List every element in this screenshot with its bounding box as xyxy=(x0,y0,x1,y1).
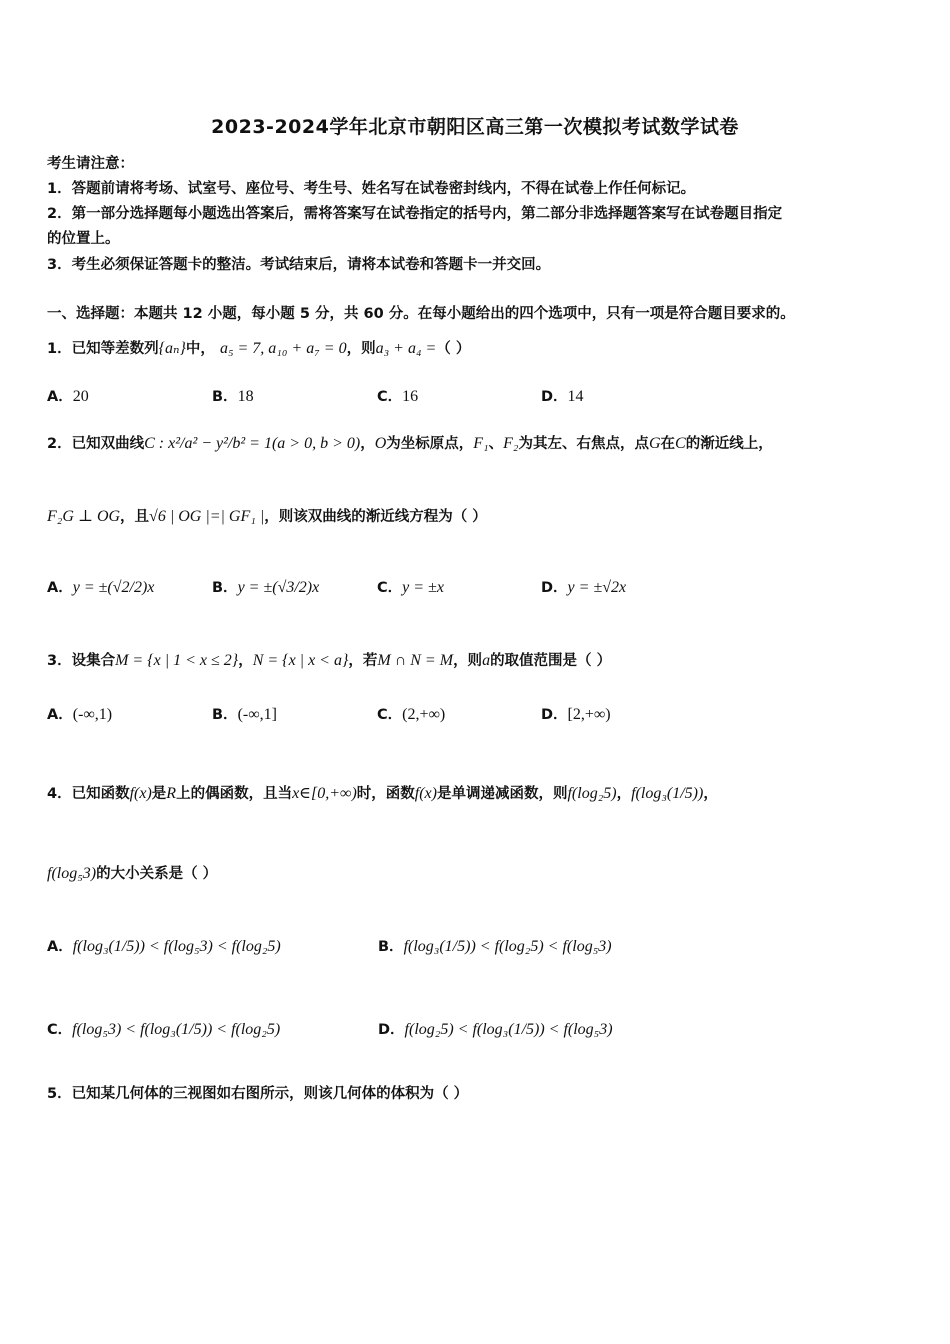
q3-option-c-label: C． xyxy=(377,707,403,723)
q3-variable: a xyxy=(482,652,491,669)
q3-option-d[interactable] xyxy=(541,703,611,724)
question-5: 5．已知某几何体的三视图如右图所示，则该几何体的体积为（ ） xyxy=(47,1086,469,1102)
q2-option-a-value: y = ±(√2/2)x xyxy=(72,579,155,596)
q4-text-f: 的大小关系是（ ） xyxy=(96,866,218,882)
q4-option-a[interactable] xyxy=(47,935,281,956)
q1-option-b-value: 18 xyxy=(237,388,254,405)
q2-option-d-label: D． xyxy=(541,580,568,596)
notice-item-3: 3．考生必须保证答题卡的整洁。考试结束后，请将本试卷和答题卡一并交回。 xyxy=(47,257,551,273)
q2-perp: F₂G ⊥ OG xyxy=(47,508,121,525)
q2-option-d-value: y = ±√2x xyxy=(567,579,627,596)
q4-domain: x∈[0,+∞) xyxy=(292,785,357,802)
q3-text-c: ，若 xyxy=(348,653,378,669)
question-1 xyxy=(47,337,470,358)
q1-text-d: （ ） xyxy=(436,341,471,357)
q1-option-a-value: 20 xyxy=(72,388,89,405)
exam-title: 2023-2024学年北京市朝阳区高三第一次模拟考试数学试卷 xyxy=(211,116,739,138)
q2-option-c-value: y = ±x xyxy=(402,579,444,596)
q2-point-g: G xyxy=(648,435,661,452)
q4-option-d[interactable] xyxy=(378,1018,613,1039)
q4-option-c[interactable] xyxy=(47,1018,280,1039)
q4-value-3: f(log₅3) xyxy=(47,865,97,882)
notice-heading: 考生请注意： xyxy=(47,156,134,172)
notice-item-1: 1．答题前请将考场、试室号、座位号、考生号、姓名写在试卷密封线内，不得在试卷上作任何标记。 xyxy=(47,181,696,197)
q4-sep-1: ， xyxy=(616,786,632,802)
q3-option-b-value: (-∞,1] xyxy=(237,706,277,723)
q2-option-c-label: C． xyxy=(377,580,403,596)
q3-set-n: N = {x | x < a} xyxy=(252,652,349,669)
q3-option-d-value: [2,+∞) xyxy=(567,706,611,723)
q4-text-c: 上的偶函数，且当 xyxy=(176,786,293,802)
q2-option-a-label: A． xyxy=(47,580,73,596)
q1-condition: a₅ = 7, a₁₀ + a₇ = 0 xyxy=(219,340,347,357)
q3-text-e: 的取值范围是（ ） xyxy=(490,653,612,669)
q3-option-d-label: D． xyxy=(541,707,568,723)
q4-option-d-label: D． xyxy=(378,1022,405,1038)
question-2 xyxy=(47,432,773,453)
q1-option-a[interactable] xyxy=(47,385,89,406)
q2-f1: F₁ xyxy=(473,435,489,452)
q2-f2: F₂ xyxy=(503,435,519,452)
q1-option-d-value: 14 xyxy=(567,388,584,405)
notice-item-2-cont: 的位置上。 xyxy=(47,231,120,247)
q2-option-b[interactable] xyxy=(212,576,319,597)
q4-option-b-value: f(log₃(1/5)) < f(log₂5) < f(log₅3) xyxy=(403,938,612,955)
q2-curve-c: C xyxy=(675,435,686,452)
q1-option-d-label: D． xyxy=(541,389,568,405)
q2-text-e: 在 xyxy=(660,436,676,452)
q4-option-b[interactable] xyxy=(378,935,612,956)
q3-option-a[interactable] xyxy=(47,703,112,724)
q4-value-2: f(log₃(1/5)) xyxy=(631,785,704,802)
q1-text-a: 1．已知等差数列 xyxy=(47,341,159,357)
q4-option-a-value: f(log₃(1/5)) < f(log₅3) < f(log₂5) xyxy=(72,938,281,955)
q3-option-b-label: B． xyxy=(212,707,238,723)
q3-text-b: ， xyxy=(238,653,253,669)
q3-text-a: 3．设集合 xyxy=(47,653,116,669)
q3-option-c-value: (2,+∞) xyxy=(402,706,446,723)
q2-text-d: 为其左、右焦点，点 xyxy=(518,436,649,452)
question-2-cont xyxy=(47,505,487,526)
q4-value-1: f(log₂5) xyxy=(567,785,617,802)
q3-condition: M ∩ N = M xyxy=(377,652,454,669)
q2-text-h: ，则该双曲线的渐近线方程为（ ） xyxy=(264,509,487,525)
q4-option-c-label: C． xyxy=(47,1022,73,1038)
q2-option-b-value: y = ±(√3/2)x xyxy=(237,579,320,596)
q4-text-e: 是单调递减函数，则 xyxy=(436,786,568,802)
q4-function: f(x) xyxy=(129,785,152,802)
q3-option-a-value: (-∞,1) xyxy=(72,706,113,723)
q4-option-d-value: f(log₂5) < f(log₃(1/5)) < f(log₅3) xyxy=(404,1021,613,1038)
q2-text-f: 的渐近线上， xyxy=(685,436,773,452)
q4-text-d: 时，函数 xyxy=(356,786,415,802)
q4-option-a-label: A． xyxy=(47,939,73,955)
question-4-cont xyxy=(47,862,217,883)
q1-sequence: {aₙ} xyxy=(158,340,186,357)
q4-option-b-label: B． xyxy=(378,939,404,955)
section-heading: 一、选择题：本题共 12 小题，每小题 5 分，共 60 分。在每小题给出的四个选项中，只有一项是符合题目要求的。 xyxy=(47,306,795,322)
q2-option-c[interactable] xyxy=(377,576,444,597)
question-4 xyxy=(47,782,718,803)
q4-function-2: f(x) xyxy=(414,785,437,802)
q1-option-c-label: C． xyxy=(377,389,403,405)
question-3 xyxy=(47,649,611,670)
q4-reals: R xyxy=(166,785,177,802)
q1-option-b[interactable] xyxy=(212,385,254,406)
q2-origin: O xyxy=(374,435,387,452)
q4-text-b: 是 xyxy=(151,786,167,802)
q2-curve: C : x²/a² − y²/b² = 1(a > 0, b > 0) xyxy=(144,435,361,452)
q3-set-m: M = {x | 1 < x ≤ 2} xyxy=(115,652,239,669)
q3-option-b[interactable] xyxy=(212,703,277,724)
q2-sep: 、 xyxy=(488,436,504,452)
q1-option-d[interactable] xyxy=(541,385,584,406)
q1-option-c-value: 16 xyxy=(402,388,419,405)
q3-option-a-label: A． xyxy=(47,707,73,723)
q1-ask: a₃ + a₄ = xyxy=(375,340,437,357)
q1-text-b: 中， xyxy=(185,341,215,357)
q1-option-c[interactable] xyxy=(377,385,418,406)
q2-text-b: ， xyxy=(360,436,375,452)
q2-text-a: 2．已知双曲线 xyxy=(47,436,145,452)
q2-option-d[interactable] xyxy=(541,576,626,597)
q2-text-g: ，且 xyxy=(120,509,150,525)
q3-text-d: ，则 xyxy=(453,653,483,669)
q2-option-b-label: B． xyxy=(212,580,238,596)
q2-text-c: 为坐标原点， xyxy=(386,436,474,452)
notice-item-2: 2．第一部分选择题每小题选出答案后，需将答案写在试卷指定的括号内，第二部分非选择题答案写在试卷题目指定 xyxy=(47,206,783,222)
q1-option-a-label: A． xyxy=(47,389,73,405)
q2-option-a[interactable] xyxy=(47,576,154,597)
q4-option-c-value: f(log₅3) < f(log₃(1/5)) < f(log₂5) xyxy=(72,1021,281,1038)
q1-text-c: ，则 xyxy=(346,341,376,357)
q4-text-a: 4．已知函数 xyxy=(47,786,130,802)
q2-relation: √6 | OG |=| GF₁ | xyxy=(149,508,265,525)
q1-option-b-label: B． xyxy=(212,389,238,405)
q3-option-c[interactable] xyxy=(377,703,445,724)
q4-sep-2: ， xyxy=(703,786,718,802)
